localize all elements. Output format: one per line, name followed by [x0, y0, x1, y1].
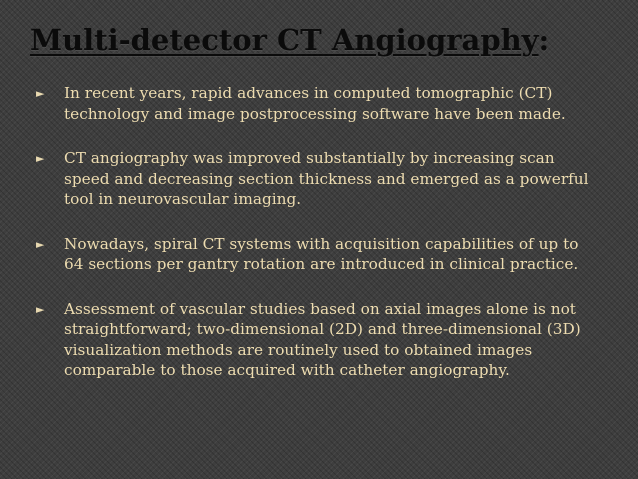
- bullet-list: [36, 83, 596, 405]
- bullet-text: CT angiography was improved substantially by increasing scan speed and decreasing section thickness and emerged as a powerful tool in neurovascular imaging.: [64, 149, 589, 208]
- triangle-right-icon: ►: [36, 87, 45, 100]
- triangle-right-icon: ►: [36, 152, 45, 165]
- bullet-text: In recent years, rapid advances in computed tomographic (CT) technology and image postprocessing software have been made.: [64, 84, 566, 123]
- bullet-item: [36, 148, 596, 210]
- slide-title-colon: :: [538, 23, 550, 57]
- bullet-item: [36, 299, 596, 381]
- bullet-text: Assessment of vascular studies based on axial images alone is not straightforward; two-dimensional (2D) and three-dimensional (3D) visualization methods are routinely used to obtained images comparable to those acquired with catheter angiography.: [64, 299, 581, 379]
- bullet-item: [36, 234, 596, 275]
- slide-title: [30, 20, 549, 60]
- bullet-item: [36, 83, 596, 124]
- triangle-right-icon: ►: [36, 302, 45, 316]
- slide-title-text: Multi-detector CT Angiography: [30, 23, 539, 57]
- bullet-text: Nowadays, spiral CT systems with acquisition capabilities of up to 64 sections per gantry rotation are introduced in clinical practice.: [64, 234, 579, 273]
- triangle-right-icon: ►: [36, 237, 45, 251]
